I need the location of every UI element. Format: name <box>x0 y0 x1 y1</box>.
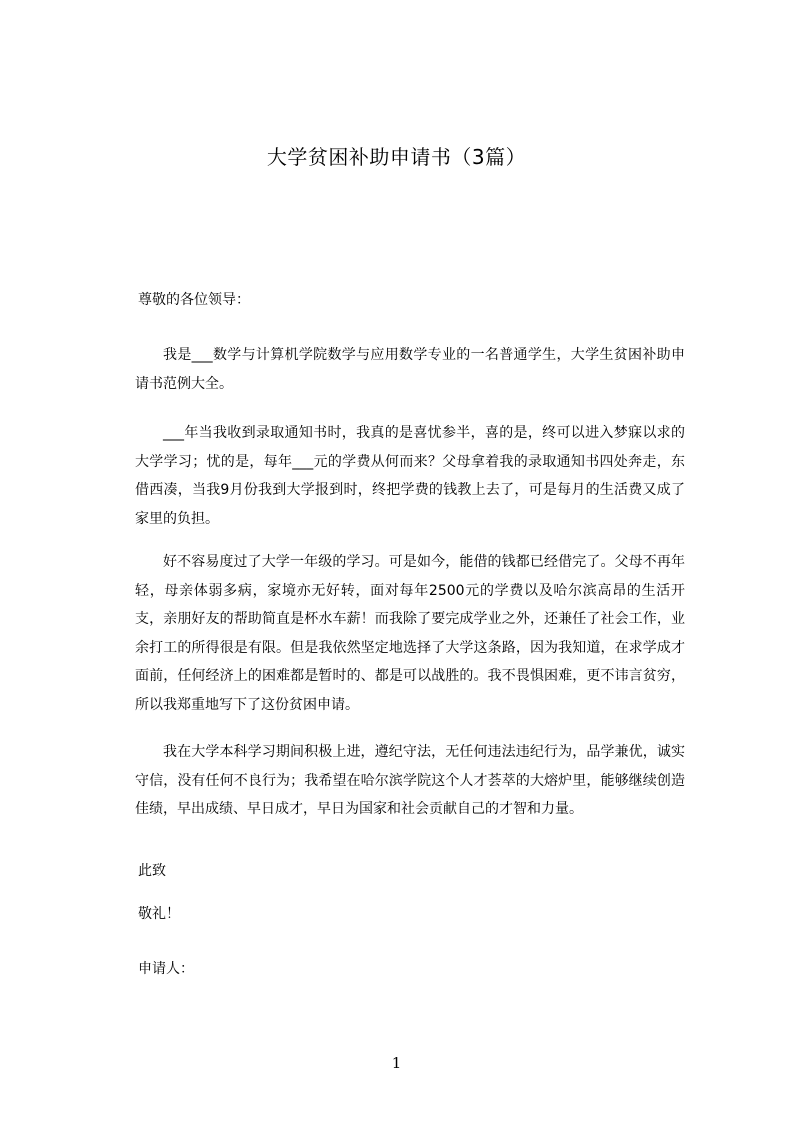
closing-line-1: 此致 <box>138 863 166 879</box>
paragraph-1: 我是___数学与计算机学院数学与应用数学专业的一名普通学生，大学生贫困补助申请书范例大全。 <box>135 347 685 392</box>
paragraph-2: ___年当我收到录取通知书时，我真的是喜忧参半，喜的是，终可以进入梦寐以求的大学学习；忧的是，每年___元的学费从何而来？父母拿着我的录取通知书四处奔走，东借西凑，当我9月份我到大学报到时，终把学费的钱教上去了，可是每月的生活费又成了家里的负担。 <box>135 425 685 527</box>
paragraph-3: 好不容易度过了大学一年级的学习。可是如今，能借的钱都已经借完了。父母不再年轻，母亲体弱多病，家境亦无好转，面对每年2500元的学费以及哈尔滨高昂的生活开支，亲朋好友的帮助简直是杯水车薪！而我除了要完成学业之外，还兼任了社会工作，业余打工的所得很是有限。但是我依然坚定地选择了大学这条路，因为我知道，在求学成才面前，任何经济上的困难都是暂时的、都是可以战胜的。我不畏惧困难，更不讳言贫穷，所以我郑重地写下了这份贫困申请。 <box>135 554 685 713</box>
document-title: 大学贫困补助申请书（3篇） <box>266 145 527 169</box>
closing-line-2: 敬礼！ <box>138 906 180 922</box>
page-number: 1 <box>391 1054 402 1072</box>
salutation: 尊敬的各位领导： <box>138 292 250 308</box>
paragraph-4: 我在大学本科学习期间积极上进，遵纪守法，无任何违法违纪行为，品学兼优，诚实守信，没有任何不良行为；我希望在哈尔滨学院这个人才荟萃的大熔炉里，能够继续创造佳绩，早出成绩、早日成才，早日为国家和社会贡献自己的才智和力量。 <box>135 744 685 817</box>
signature-label: 申请人： <box>138 961 194 977</box>
